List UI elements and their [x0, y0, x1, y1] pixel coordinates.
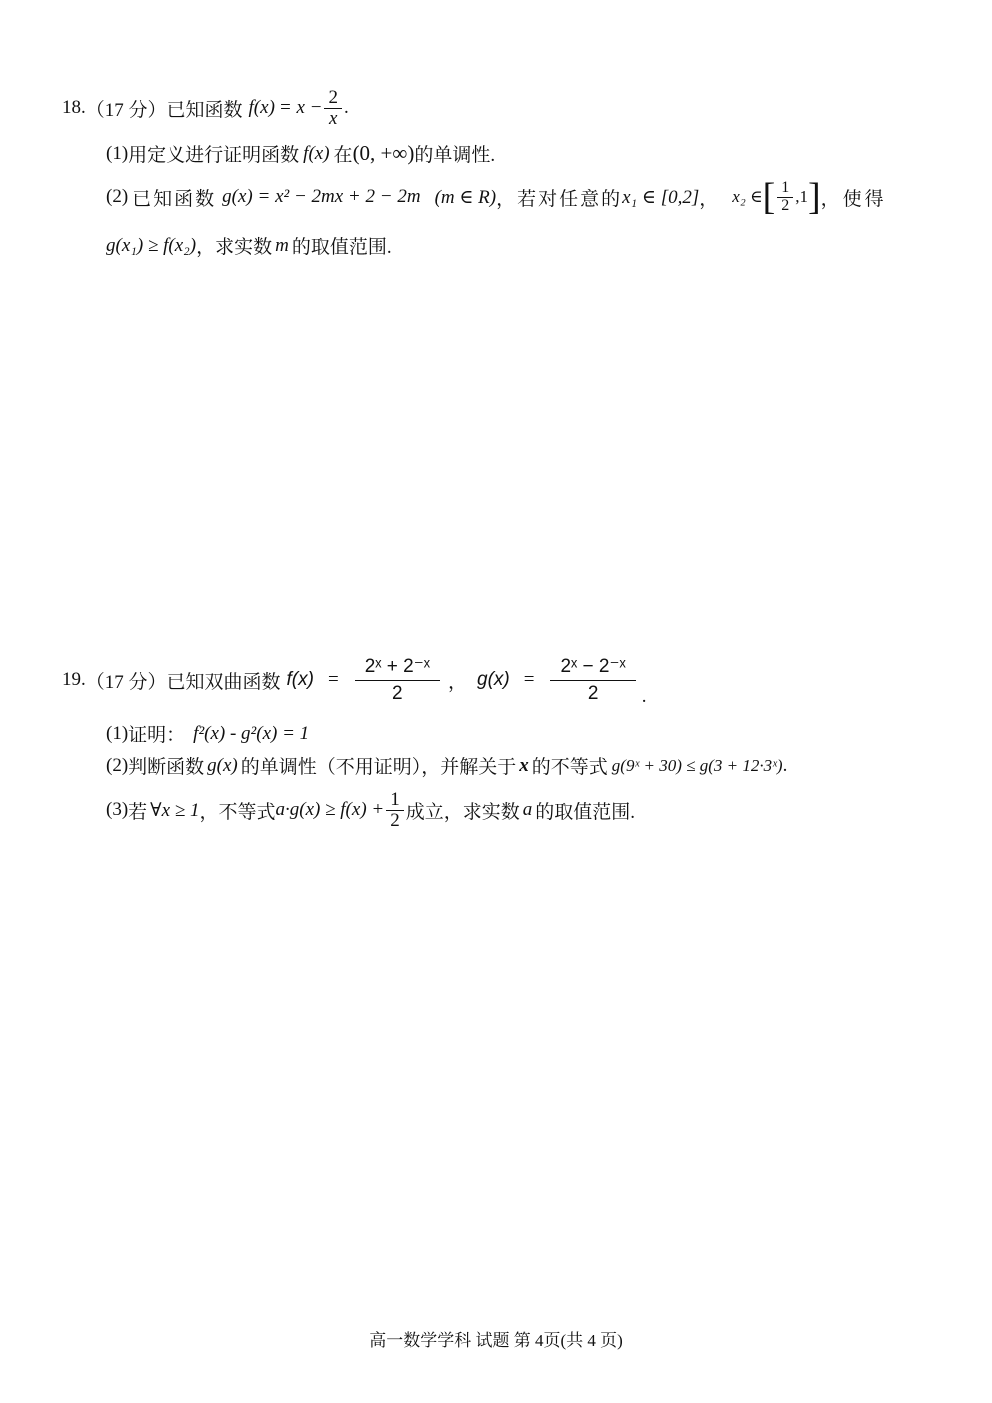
q19-p3-frac-den: 2 — [390, 809, 400, 831]
q18-p1-interval: (0, +∞) — [352, 141, 415, 165]
q19-intro: 已知双曲函数 — [166, 671, 281, 693]
q18-score: （17 分） — [85, 99, 167, 121]
q18-part1 — [106, 140, 495, 167]
q18-p1-f: f(x) — [303, 142, 330, 164]
q19-p2-x: x — [519, 754, 529, 776]
q19-p3-fraction — [386, 790, 404, 831]
q19-p2-text-a: 判断函数 — [128, 757, 205, 778]
q18-p2-cond: (m ∈ R) — [434, 186, 497, 208]
q18-f-frac-den: x — [329, 107, 338, 129]
q18-f-rhs: = x − — [278, 97, 323, 119]
q19-p2-g: g(x) — [207, 754, 238, 776]
q19-f-fraction — [355, 657, 440, 704]
q18-p2-text-e: 的取值范围. — [291, 237, 392, 258]
q18-p2-left-bracket: [ — [762, 176, 776, 218]
q19-end-period: . — [641, 686, 647, 707]
page-footer: 高一数学学科 试题 第 4页(共 4 页) — [369, 1331, 623, 1350]
q18-p2-right-bracket: ] — [808, 176, 821, 218]
q19-p1-label: (1) — [106, 722, 129, 744]
q18-part2 — [106, 172, 887, 222]
q19-score: （17 分） — [85, 671, 167, 693]
q19-g-fraction — [550, 657, 635, 704]
q18-p2-text-b: ，若对任意的 — [496, 188, 623, 210]
q19-g-num: 2ˣ − 2⁻ˣ — [550, 657, 635, 681]
q18-p2-text-d: ，求实数 — [196, 237, 273, 258]
q18-p1-text-a: 用定义进行证明函数 — [128, 145, 300, 166]
q19-sep: ， — [447, 671, 467, 693]
q18-f-lhs: f(x) — [248, 97, 275, 119]
q19-f-lhs: f(x) — [286, 669, 314, 690]
q19-p3-text-c: 成立，求实数 — [405, 801, 520, 823]
q18-p2-var: m — [275, 234, 289, 256]
q18-p2-interval-end: ,1 — [795, 187, 808, 206]
q19-part2 — [106, 752, 787, 779]
q19-p2-end: . — [782, 754, 788, 776]
q19-p2-ineq: g(9ˣ + 30) ≤ g(3 + 12·3ˣ) — [611, 755, 783, 775]
q18-p2-ineq: g(x₁) ≥ f(x₂) — [106, 234, 197, 256]
q19-header — [62, 652, 647, 708]
q18-p2-text-a: 已知函数 — [132, 188, 217, 210]
q18-p2-g-def: g(x) = x² − 2mx + 2 − 2m — [222, 186, 421, 207]
q19-p1-text: 证明： — [128, 725, 186, 746]
q18-p1-label: (1) — [106, 142, 129, 164]
q18-p2-frac-num: 1 — [777, 180, 793, 198]
q18-p2-fraction — [777, 180, 793, 215]
q19-p3-lhs: a·g(x) ≥ f(x) + — [275, 799, 385, 820]
q19-p3-cond: ∀x ≥ 1 — [150, 799, 200, 821]
q19-p2-text-c: 的不等式 — [531, 757, 608, 778]
q18-header — [62, 88, 349, 129]
q18-p1-text-c: 的单调性. — [414, 145, 496, 166]
q18-p2-x2-in: x₂ ∈ — [732, 187, 763, 206]
q19-p2-label: (2) — [106, 754, 129, 776]
q19-p3-frac-num: 1 — [386, 790, 404, 811]
q19-p3-text-b: ，不等式 — [199, 801, 276, 823]
q19-part3 — [106, 784, 635, 836]
q19-g-lhs: g(x) — [477, 669, 510, 690]
q18-p2-frac-den: 2 — [781, 196, 790, 214]
q19-p1-math: f²(x) - g²(x) = 1 — [193, 722, 310, 744]
q19-g-den: 2 — [587, 682, 599, 704]
q18-number: 18. — [62, 97, 86, 119]
q18-p2-x1-in: x₁ ∈ [0,2] — [622, 186, 700, 208]
q18-intro: 已知函数 — [166, 99, 243, 121]
q18-part2-cont — [106, 232, 392, 259]
q19-p3-text-a: 若 — [128, 801, 148, 823]
q19-part1 — [106, 720, 309, 747]
q19-p3-label: (3) — [106, 799, 129, 820]
q19-p3-var: a — [522, 799, 533, 820]
q19-number: 19. — [62, 669, 86, 690]
q19-p3-text-d: 的取值范围. — [535, 801, 635, 823]
q19-g-eq: = — [523, 669, 535, 690]
q18-f-frac-num: 2 — [324, 88, 342, 109]
q19-f-num: 2ˣ + 2⁻ˣ — [355, 657, 440, 681]
q18-f-fraction — [324, 88, 342, 129]
q18-end-period: . — [343, 97, 349, 119]
q19-f-eq: = — [327, 669, 339, 690]
q19-p2-text-b: 的单调性（不用证明），并解关于 — [240, 757, 517, 778]
q18-p2-text-c: ，使得 — [820, 188, 887, 210]
q18-p2-label: (2) — [106, 186, 129, 207]
q19-f-den: 2 — [392, 682, 403, 704]
q18-p1-text-b: 在 — [333, 145, 353, 166]
q18-p2-comma: ， — [699, 188, 719, 210]
